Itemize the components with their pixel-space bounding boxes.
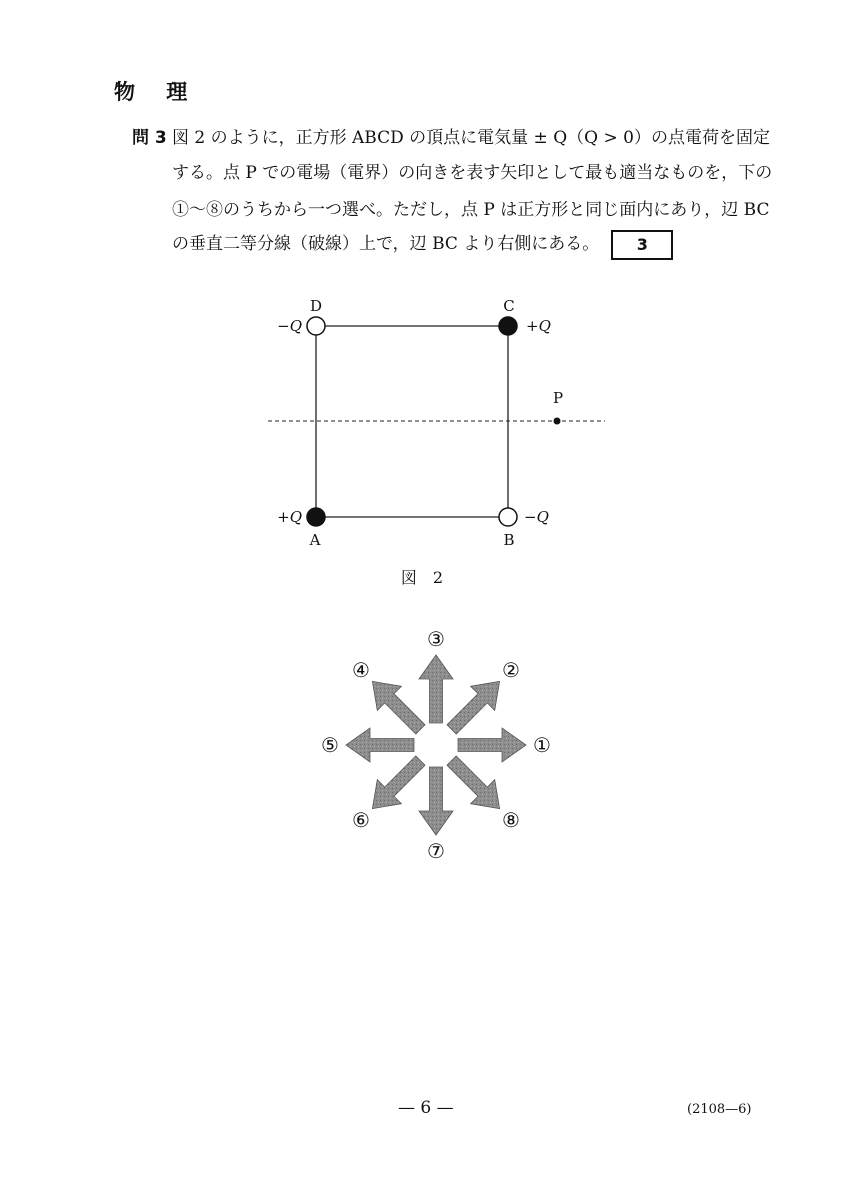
option-label-1: ① <box>533 733 551 757</box>
arrow-option-8[interactable] <box>447 756 500 809</box>
label-d: D <box>309 297 323 315</box>
option-label-4: ④ <box>352 658 370 682</box>
question-line-2: する。点 P での電場（電界）の向きを表す矢印として最も適当なものを，下の <box>172 163 773 183</box>
charge-label-d: −Q <box>277 317 302 335</box>
label-b: B <box>503 531 515 549</box>
charge-label-a: +Q <box>277 508 302 526</box>
label-p: P <box>552 389 564 407</box>
arrow-option-6[interactable] <box>372 756 425 809</box>
question-line-1: 図 2 のように，正方形 ABCD の頂点に電気量 ± Q（Q > 0）の点電荷を固定 <box>172 128 770 148</box>
figure-caption: 図 2 <box>400 568 444 587</box>
arrow-option-3[interactable] <box>419 655 453 723</box>
arrow-option-4[interactable] <box>372 681 425 734</box>
option-arrows <box>321 627 551 863</box>
option-label-3: ③ <box>427 627 445 651</box>
option-label-5: ⑤ <box>321 733 339 757</box>
question-number: 問 3 <box>132 128 167 148</box>
option-label-7: ⑦ <box>427 839 445 863</box>
option-label-2: ② <box>502 658 520 682</box>
question-line-3: ①～⑧のうちから一つ選べ。ただし，点 P は正方形と同じ面内にあり，辺 BC <box>172 200 770 220</box>
document-code: (2108—6) <box>687 1102 752 1117</box>
charge-c-positive <box>499 317 517 335</box>
arrow-option-7[interactable] <box>419 767 453 835</box>
page-number: — 6 — <box>398 1098 454 1118</box>
charge-label-c: +Q <box>526 317 551 335</box>
option-label-8: ⑧ <box>502 808 520 832</box>
arrow-option-1[interactable] <box>458 728 526 762</box>
point-p <box>554 418 561 425</box>
arrow-option-5[interactable] <box>346 728 414 762</box>
option-label-6: ⑥ <box>352 808 370 832</box>
label-a: A <box>309 531 321 549</box>
charge-d-negative <box>307 317 325 335</box>
arrow-option-2[interactable] <box>447 681 500 734</box>
charge-a-positive <box>307 508 325 526</box>
charge-label-b: −Q <box>524 508 549 526</box>
section-heading: 物 理 <box>114 80 200 104</box>
question-line-4-text: の垂直二等分線（破線）上で，辺 BC より右側にある。 <box>172 234 600 254</box>
label-c: C <box>503 297 515 315</box>
charge-b-negative <box>499 508 517 526</box>
answer-box[interactable]: 3 <box>611 230 673 260</box>
